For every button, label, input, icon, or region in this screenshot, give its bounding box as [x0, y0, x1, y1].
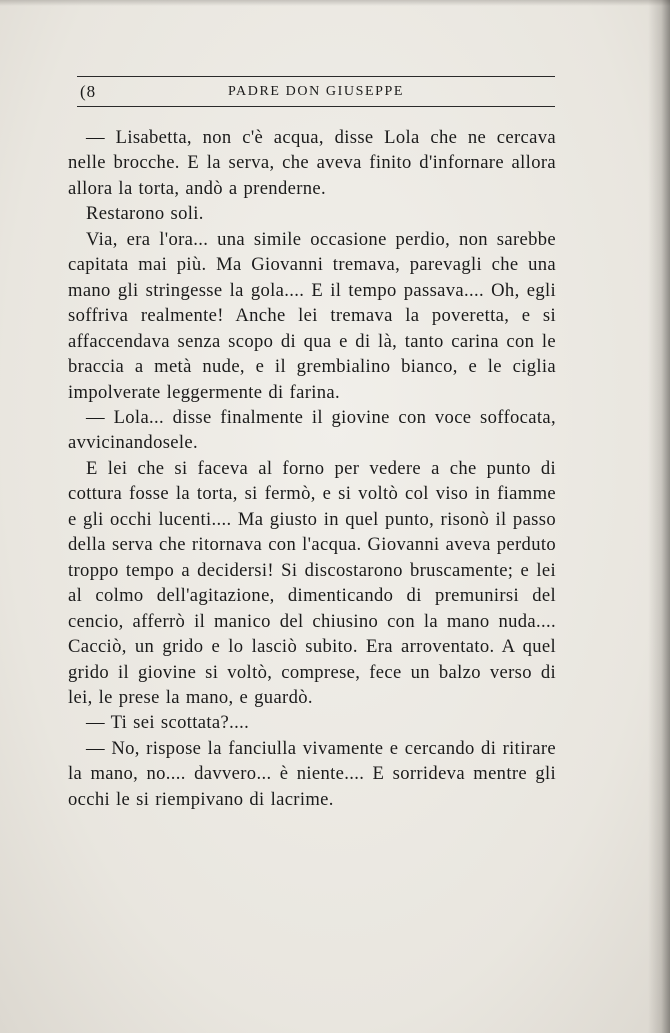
paragraph: Restarono soli. [86, 203, 204, 225]
paragraph: — Ti sei scottata?.... [86, 712, 250, 734]
page-edge-shadow [648, 0, 670, 1033]
paragraph: — Lisabetta, non c'è acqua, disse Lola che ne cercava nelle brocche. E la serva, che aveva finito d'infornare allora allora la torta, andò a prenderne. [68, 127, 556, 199]
paragraph: — No, rispose la fanciulla vivamente e cercando di ritirare la mano, no.... davvero... è niente.... E sorrideva mentre gli occhi le si riempivano di lacrime. [68, 737, 556, 810]
page-header [77, 78, 555, 104]
paragraph: E lei che si faceva al forno per vedere a che punto di cottura fosse la torta, si fermò, e si voltò col viso in fiamme e gli occhi lucenti.... Ma giusto in quel punto, risonò il passo della serva che ritornava con l'acqua. Giovanni aveva perduto troppo tempo a decidersi! Si discostarono bruscamente; e lei al colmo dell'agitazione, dimenticando di premunirsi del cencio, afferrò il manico del chiusino con la mano nuda.... Cacciò, un grido e lo lasciò subito. Era arroventato. A quel grido il giovine si voltò, comprese, fece un balzo verso di lei, le prese la mano, e guardò. [68, 457, 556, 708]
running-head: PADRE DON GIUSEPPE [227, 84, 405, 99]
header-rule-bottom [77, 106, 555, 107]
page-top-edge [0, 0, 670, 6]
header-rule-top [77, 76, 555, 77]
paragraph: Via, era l'ora... una simile occasione perdio, non sarebbe capitata mai più. Ma Giovanni tremava, parevagli che una mano gli stringesse la gola.... E il tempo passava.... Oh, egli soffriva realmente! Anche lei tremava la poveretta, e si affaccendava senza scopo di qua e di là, tanto carina con le braccia a metà nude, e il grembialino bianco, e le ciglia impolverate leggermente di farina. [68, 228, 556, 403]
body-text [68, 125, 556, 812]
page-number: (8 [80, 82, 97, 101]
paragraph: — Lola... disse finalmente il giovine con voce soffocata, avvicinandosele. [68, 406, 556, 454]
